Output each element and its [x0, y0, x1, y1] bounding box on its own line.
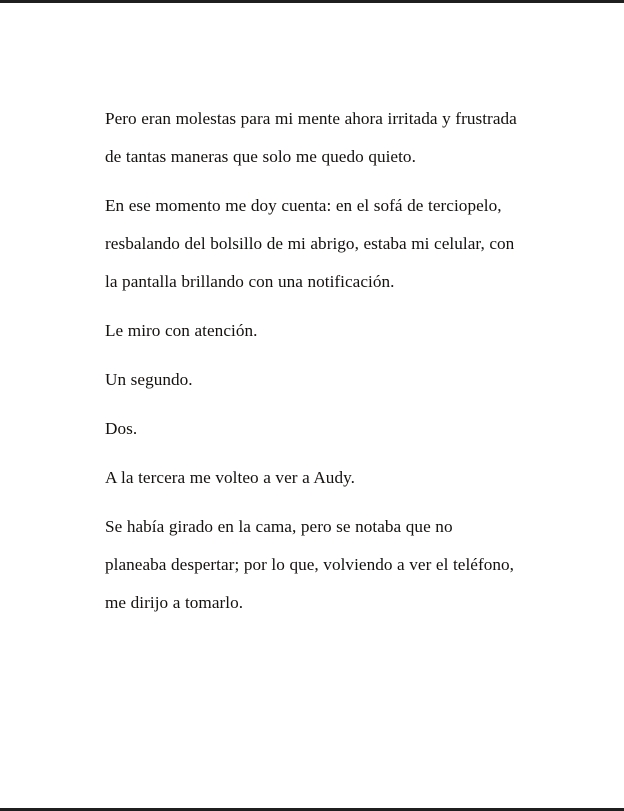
- paragraph: Se había girado en la cama, pero se notaba que no planeaba despertar; por lo que, volviendo a ver el teléfono, me dirijo a tomarlo.: [105, 517, 515, 612]
- paragraph: En ese momento me doy cuenta: en el sofá de terciopelo, resbalando del bolsillo de mi abrigo, estaba mi celular, con la pantalla brillando con una notificación.: [105, 196, 515, 291]
- document-page: [0, 3, 624, 808]
- paragraph: A la tercera me volteo a ver a Audy.: [105, 468, 355, 487]
- paragraph: Dos.: [105, 419, 138, 438]
- document-text-block: [105, 100, 517, 622]
- paragraph: Le miro con atención.: [105, 321, 258, 340]
- paragraph: Un segundo.: [105, 370, 193, 389]
- paragraph: Pero eran molestas para mi mente ahora irritada y frustrada de tantas maneras que solo me quedo quieto.: [105, 109, 517, 166]
